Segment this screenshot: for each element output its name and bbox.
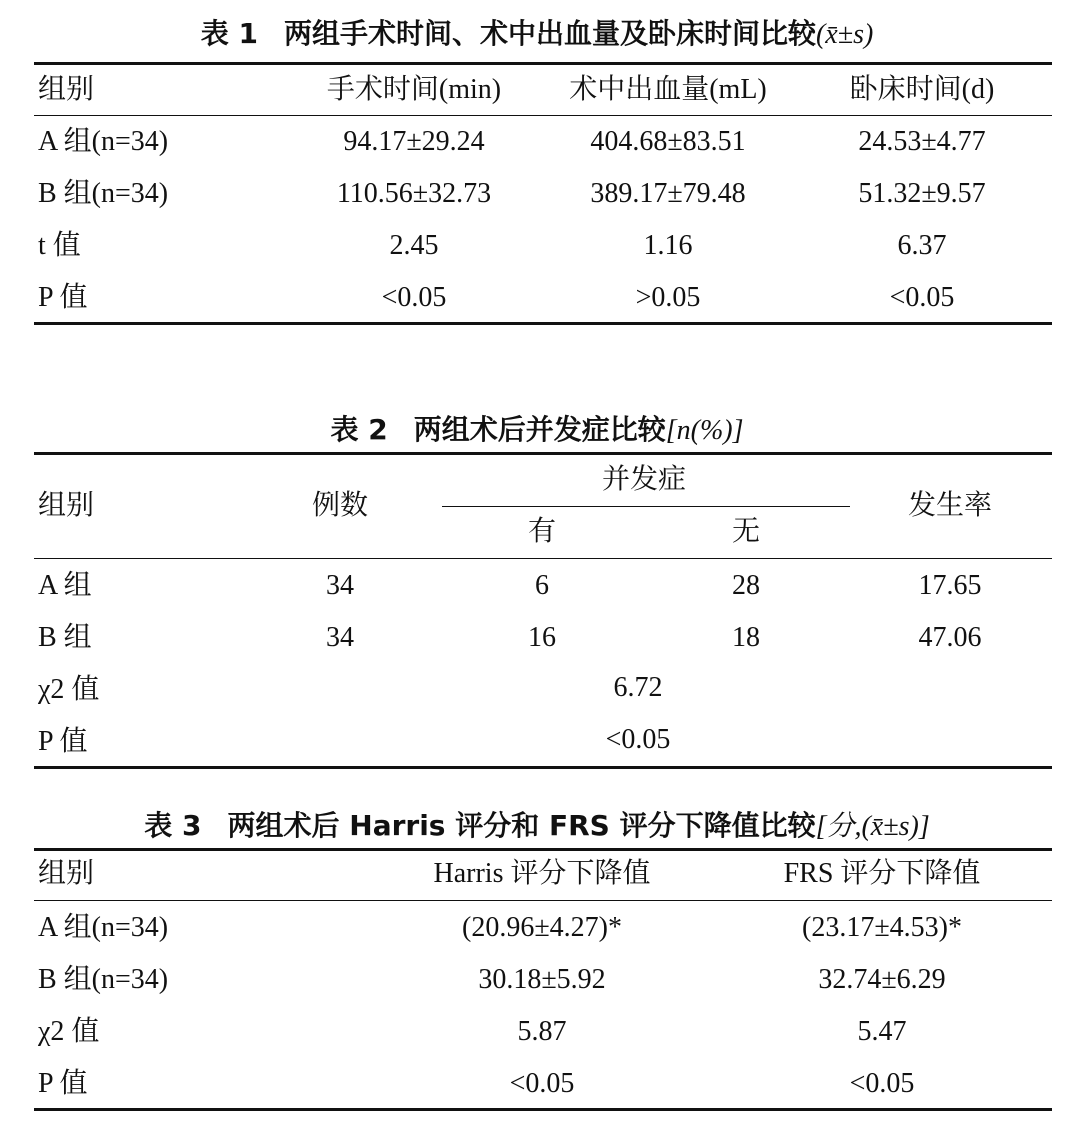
- table2-header-no: 无: [731, 516, 761, 547]
- table2-cell: 17.65: [918, 570, 982, 601]
- table1-row-label: A 组(n=34): [38, 126, 169, 157]
- table1-bottom-rule: [34, 322, 1052, 325]
- table1-cell: 110.56±32.73: [336, 178, 492, 209]
- table3-top-rule: [34, 848, 1052, 851]
- table3-cell: 5.87: [517, 1016, 567, 1047]
- table2-header-rate: 发生率: [907, 490, 993, 521]
- table2-caption: [0, 410, 1074, 451]
- table2-cell: 47.06: [918, 622, 982, 653]
- table3-header-frs: FRS 评分下降值: [783, 858, 981, 889]
- table1-row-label: P 值: [38, 282, 88, 313]
- table2-cell: 6: [535, 570, 549, 601]
- table3-row-label: A 组(n=34): [38, 912, 169, 943]
- table1-caption-number: 表 1: [200, 17, 258, 50]
- table3-cell: <0.05: [849, 1068, 915, 1099]
- table1-cell: 389.17±79.48: [590, 178, 746, 209]
- table2-row-label: B 组: [38, 622, 92, 653]
- table3-cell: 30.18±5.92: [478, 964, 606, 995]
- table2-header-count: 例数: [311, 490, 369, 521]
- table3-row-label: P 值: [38, 1068, 88, 1099]
- table3-cell: (23.17±4.53)*: [801, 912, 963, 943]
- table3-caption-title: 两组术后 Harris 评分和 FRS 评分下降值比较: [227, 809, 816, 842]
- table3-caption-stat: [分,(x̄±s)]: [815, 811, 930, 842]
- table1-cell: 6.37: [897, 230, 947, 261]
- table2-row-label: A 组: [38, 570, 92, 601]
- table2-bottom-rule: [34, 766, 1052, 769]
- table1-header-rule: [34, 115, 1052, 116]
- table1-header-bed-time: 卧床时间(d): [849, 74, 995, 105]
- table1-cell: 94.17±29.24: [343, 126, 485, 157]
- table3-header-rule: [34, 900, 1052, 901]
- table2-caption-stat: [n(%)]: [665, 415, 744, 446]
- table1-row-label: t 值: [38, 230, 81, 261]
- table1-caption: [0, 14, 1074, 55]
- table2-chi-label: χ2 值: [38, 674, 100, 705]
- table1-cell: 2.45: [389, 230, 439, 261]
- table1-header-group: 组别: [38, 74, 95, 105]
- table2-cell: 18: [732, 622, 760, 653]
- table1-caption-title: 两组手术时间、术中出血量及卧床时间比较: [283, 17, 816, 50]
- table3-header-group: 组别: [38, 858, 95, 889]
- table2-p-value: <0.05: [605, 724, 671, 755]
- table3-cell: <0.05: [509, 1068, 575, 1099]
- table1-cell: >0.05: [635, 282, 701, 313]
- table3-header-harris: Harris 评分下降值: [433, 858, 651, 889]
- table1-row-label: B 组(n=34): [38, 178, 169, 209]
- table2-cell: 34: [326, 622, 354, 653]
- table3-caption-number: 表 3: [144, 809, 202, 842]
- table2-cell: 34: [326, 570, 354, 601]
- table3-row-label: χ2 值: [38, 1016, 100, 1047]
- table3-row-label: B 组(n=34): [38, 964, 169, 995]
- table1-caption-stat: (x̄±s): [815, 19, 874, 50]
- table3-caption: [0, 806, 1074, 847]
- table2-header-yes: 有: [527, 516, 557, 547]
- table2-p-label: P 值: [38, 726, 88, 757]
- table2-cell: 16: [528, 622, 556, 653]
- table2-caption-number: 表 2: [330, 413, 388, 446]
- table1-cell: <0.05: [889, 282, 955, 313]
- table1-cell: 24.53±4.77: [858, 126, 986, 157]
- table2-top-rule: [34, 452, 1052, 455]
- table3-cell: 5.47: [857, 1016, 907, 1047]
- table1-cell: 1.16: [643, 230, 693, 261]
- table1-header-surgery-time: 手术时间(min): [326, 74, 502, 105]
- table1-header-blood-loss: 术中出血量(mL): [569, 74, 767, 105]
- table1-cell: 404.68±83.51: [590, 126, 746, 157]
- table3-cell: (20.96±4.27)*: [461, 912, 623, 943]
- table2-header-rule: [34, 558, 1052, 559]
- table2-spanner-rule: [442, 506, 850, 507]
- table3-cell: 32.74±6.29: [818, 964, 946, 995]
- table3-bottom-rule: [34, 1108, 1052, 1111]
- table2-caption-title: 两组术后并发症比较: [413, 413, 666, 446]
- table1-cell: <0.05: [381, 282, 447, 313]
- table2-header-group: 组别: [38, 490, 95, 521]
- table1-top-rule: [34, 62, 1052, 65]
- table2-header-complication: 并发症: [601, 464, 687, 495]
- table2-chi-value: 6.72: [613, 672, 663, 703]
- table2-cell: 28: [732, 570, 760, 601]
- table1-cell: 51.32±9.57: [858, 178, 986, 209]
